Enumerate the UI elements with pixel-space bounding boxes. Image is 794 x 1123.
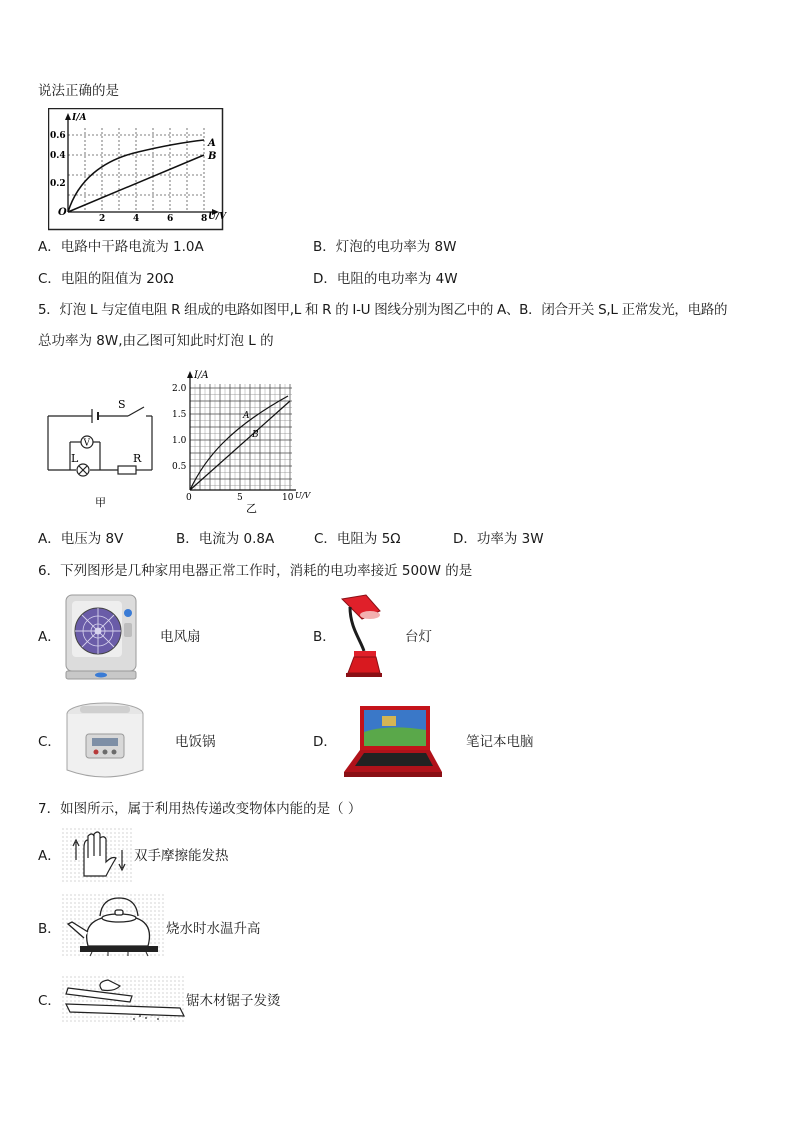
q4-x-label: U/V [208,212,227,222]
q5-curve-a-label: A [243,411,250,421]
q6-option-a-name: 电风扇 [160,629,201,645]
q6-option-c-name: 电饭锅 [175,734,216,750]
q5-iu-graph [170,366,318,516]
rubbing-hands-image [62,828,134,884]
q5-tick-y-1.5: 1.5 [172,410,187,420]
q4-option-c: C．电阻的阻值为 20Ω [38,271,174,287]
q5-option-c: C．电阻为 5Ω [314,531,401,547]
rice-cooker-image [62,700,148,784]
q5-voltmeter-symbol: V [83,438,90,449]
q4-tick-y-0.2: 0.2 [50,179,66,189]
q5-stem-line1: 5．灯泡 L 与定值电阻 R 组成的电路如图甲,L 和 R 的 I-U 图线分别为图乙中的 A、B．闭合开关 S,L 正常发光，电路的 [38,302,728,318]
q5-curve-a [190,396,288,490]
q7-option-b-letter: B． [38,921,61,937]
q6-option-d-name: 笔记本电脑 [466,734,534,750]
kettle-image [62,894,166,958]
q4-tick-x-8: 8 [201,214,208,224]
q4-option-a: A．电路中干路电流为 1.0A [38,239,204,255]
q5-option-a: A．电压为 8V [38,531,124,547]
q4-tick-x-4: 4 [133,214,140,224]
q4-tick-x-6: 6 [167,214,174,224]
q6-stem: 6．下列图形是几种家用电器正常工作时，消耗的电功率接近 500W 的是 [38,563,473,579]
desk-lamp-image [336,593,392,679]
q7-option-c-text: 锯木材锯子发烫 [186,993,281,1009]
q7-option-b-text: 烧水时水温升高 [166,921,261,937]
q5-switch-label: S [118,398,126,411]
q5-tick-y-1.0: 1.0 [172,436,187,446]
q6-option-a-letter: A． [38,629,61,645]
q5-tick-x-10: 10 [282,493,294,503]
q5-stem-line2: 总功率为 8W,由乙图可知此时灯泡 L 的 [38,333,274,349]
q5-tick-y-2.0: 2.0 [172,384,187,394]
q4-origin: O [58,207,67,218]
sawing-wood-image [62,976,186,1024]
q4-tick-y-0.6: 0.6 [50,131,66,141]
q5-tick-x-5: 5 [237,493,243,503]
q4-option-b: B．灯泡的电功率为 8W [313,239,457,255]
q5-option-d: D．功率为 3W [453,531,544,547]
q7-option-a-text: 双手摩擦能发热 [134,848,229,864]
q6-option-c-letter: C． [38,734,61,750]
q6-option-d-letter: D． [313,734,337,750]
q5-circuit-caption: 甲 [95,496,106,509]
q4-y-label: I/A [72,113,87,123]
q7-option-a-letter: A． [38,848,61,864]
q7-option-c-letter: C． [38,993,61,1009]
q5-resistor-label: R [133,452,142,465]
laptop-image [338,702,444,782]
q4-curve-b-label: B [208,151,217,162]
q5-circuit-diagram [40,398,160,510]
q4-tick-x-2: 2 [99,214,106,224]
q5-tick-x-0: 0 [186,493,192,503]
q7-stem: 7．如图所示，属于利用热传递改变物体内能的是（ ） [38,801,362,817]
q6-option-b-letter: B． [313,629,336,645]
q4-iu-graph [48,108,228,232]
q6-option-b-name: 台灯 [405,629,432,645]
q5-x-label: U/V [295,491,311,500]
q5-curve-b-label: B [252,430,259,440]
q4-option-d: D．电阻的电功率为 4W [313,271,458,287]
q5-tick-y-0.5: 0.5 [172,462,187,472]
q4-intro: 说法正确的是 [38,83,119,99]
q4-tick-y-0.4: 0.4 [50,151,66,161]
q5-graph-caption: 乙 [246,502,257,515]
q5-lamp-label: L [71,452,79,465]
electric-fan-image [62,593,140,681]
q5-y-label: I/A [194,370,209,381]
q5-option-b: B．电流为 0.8A [176,531,275,547]
q4-curve-a-label: A [208,138,216,149]
